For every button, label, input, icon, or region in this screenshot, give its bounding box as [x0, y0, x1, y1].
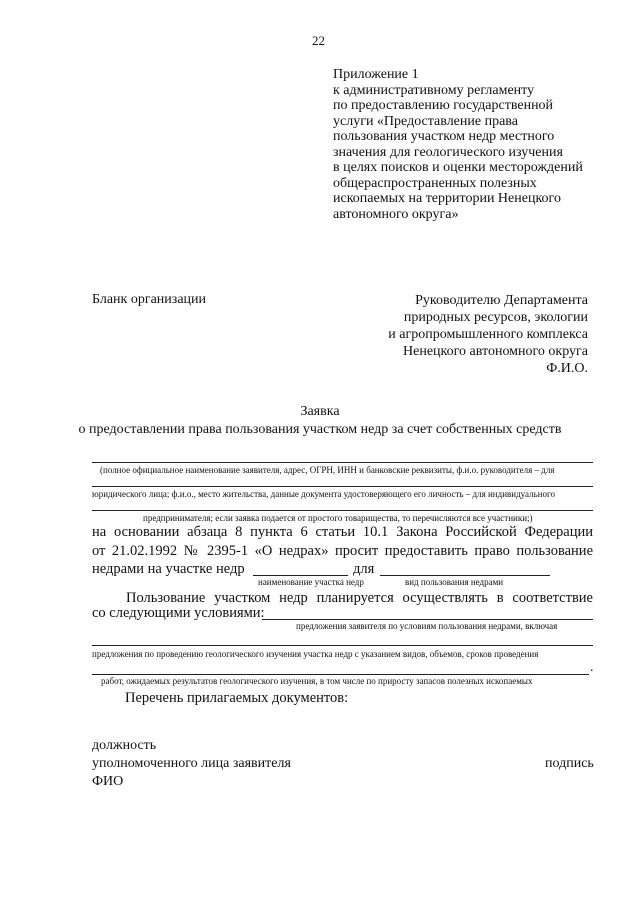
applicant-hint-3: предпринимателя; если заявка подается от простого товарищества, то перечисляются все участники;): [143, 513, 533, 523]
applicant-line-3[interactable]: [92, 510, 593, 511]
recipient-line: природных ресурсов, экологии: [403, 310, 588, 325]
applicant-line-1[interactable]: [92, 462, 593, 463]
body-line-1: на основании абзаца 8 пункта 6 статьи 10.1 Закона Российской Федерации: [92, 524, 593, 540]
recipient-line: и агропромышленного комплекса: [388, 327, 588, 342]
caption-conditions-2: предложения по проведению геологического изучения участка недр с указанием видов, объемов, сроков проведения: [92, 649, 539, 659]
appendix-block: [333, 67, 583, 222]
authorized-person-label: уполномоченного лица заявителя: [92, 756, 291, 771]
appendix-line: пользования участком недр местного: [333, 129, 555, 144]
caption-area: наименование участка недр: [258, 577, 364, 587]
body-line-3b: для: [353, 561, 375, 577]
caption-use: вид пользования недрами: [405, 577, 504, 587]
caption-conditions-1: предложения заявителя по условиям пользования недрами, включая: [296, 621, 558, 631]
subsoil-use-field[interactable]: [380, 575, 550, 576]
conditions-field-3[interactable]: [92, 674, 589, 675]
conditions-period: .: [590, 660, 594, 675]
applicant-line-2[interactable]: [92, 486, 593, 487]
appendix-line: Приложение 1: [333, 67, 419, 82]
document-title: Заявка: [300, 404, 340, 419]
appendix-line: значения для геологического изучения: [333, 144, 563, 160]
recipient-line: Руководителю Департамента: [415, 293, 588, 308]
body-line-3a: недрами на участке недр: [92, 561, 245, 577]
conditions-field-2[interactable]: [92, 645, 593, 646]
subsoil-area-field[interactable]: [253, 575, 348, 576]
appendix-line: по предоставлению государственной: [333, 98, 554, 113]
position-label: должность: [92, 738, 157, 753]
body-line-2: от 21.02.1992 № 2395-1 «О недрах» просит предоставить право пользование: [92, 543, 593, 559]
caption-conditions-3: работ, ожидаемых результатов геологического изучения, в том числе по приросту запасов полезных ископаемых: [101, 676, 533, 686]
appendix-line: ископаемых на территории Ненецкого: [333, 191, 561, 206]
appendix-line: автономного округа»: [333, 206, 459, 222]
recipient-line: Ненецкого автономного округа: [403, 344, 588, 359]
attached-docs-heading: Перечень прилагаемых документов:: [125, 690, 349, 706]
applicant-hint-1: (полное официальное наименование заявителя, адрес, ОГРН, ИНН и банковские реквизиты, ф.и.о. руководителя – для: [100, 465, 555, 475]
signature-label: подпись: [545, 756, 594, 771]
fio-label: ФИО: [92, 774, 124, 789]
document-subtitle: о предоставлении права пользования участком недр за счет собственных средств: [78, 422, 562, 437]
appendix-line: услуги «Предоставление права: [333, 113, 518, 129]
applicant-hint-2: юридического лица; ф.и.о., место жительства, данные документа удостоверяющего его личность – для индивидуального: [92, 489, 555, 499]
recipient-line: Ф.И.О.: [546, 361, 588, 376]
conditions-field-1[interactable]: [262, 619, 593, 620]
org-blank-label: Бланк организации: [92, 292, 207, 307]
appendix-line: общераспространенных полезных: [333, 175, 537, 191]
recipient-block: [388, 292, 588, 377]
body-line-5: со следующими условиями:: [92, 605, 265, 621]
body-line-4: Пользование участком недр планируется осуществлять в соответствие: [126, 590, 593, 606]
page-number: 22: [312, 33, 325, 48]
appendix-line: в целях поисков и оценки месторождений: [333, 160, 583, 175]
appendix-line: к административному регламенту: [333, 82, 535, 98]
